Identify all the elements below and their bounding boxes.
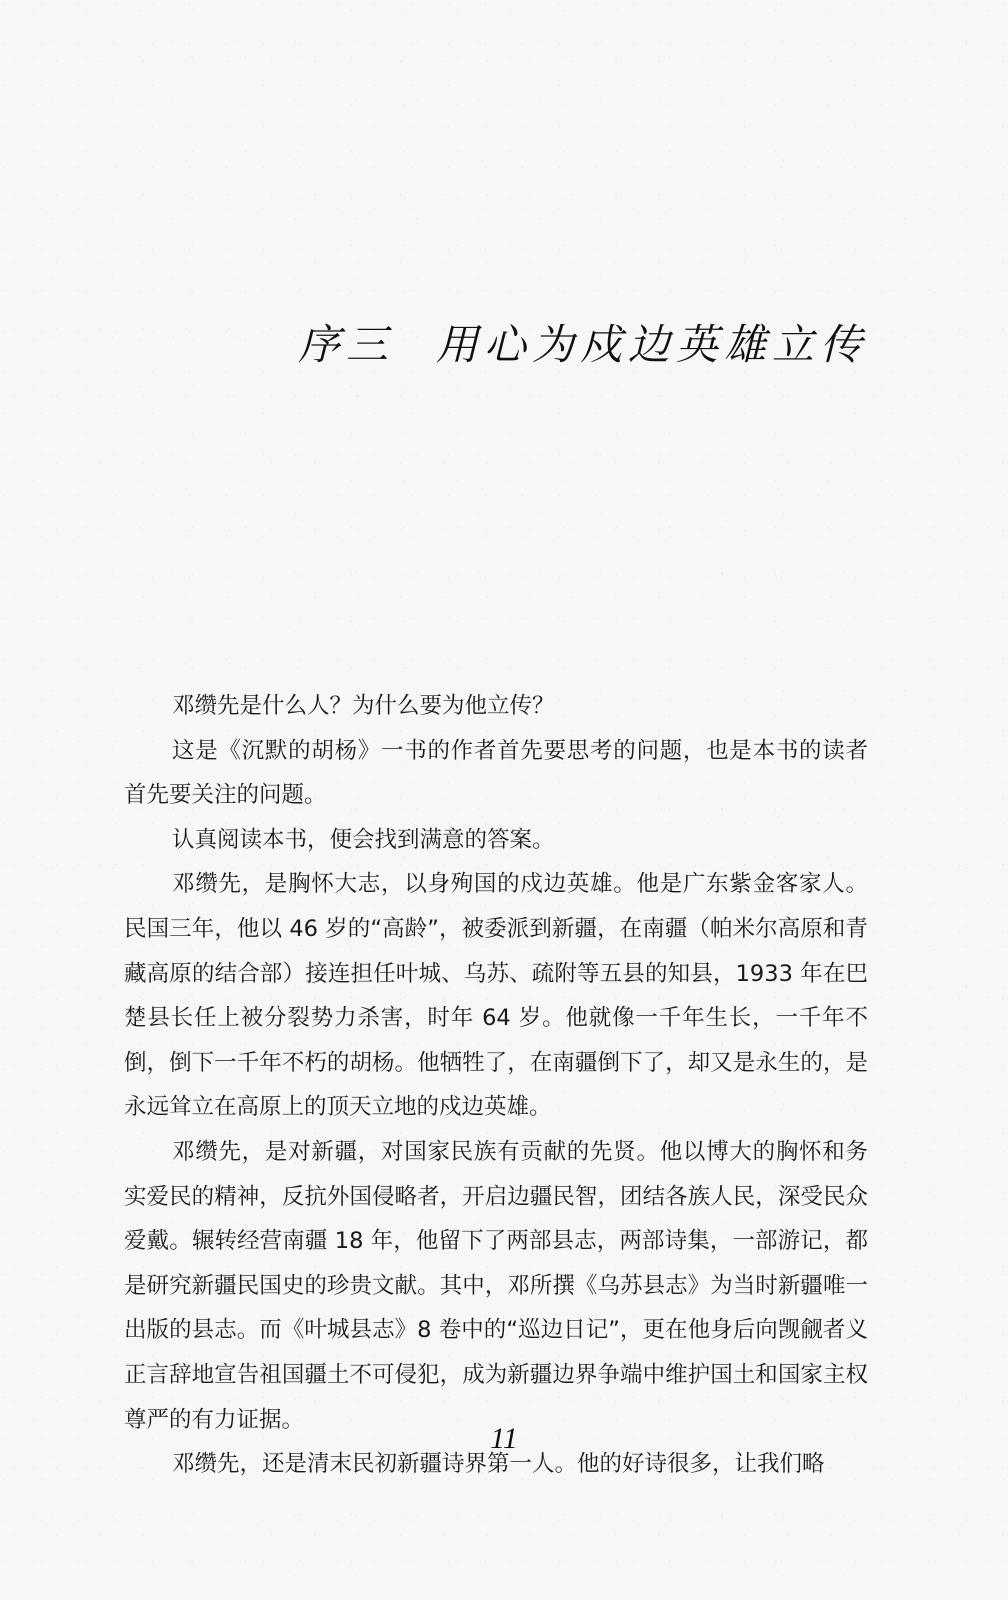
paragraph-5: 邓缵先，是对新疆，对国家民族有贡献的先贤。他以博大的胸怀和务实爱民的精神，反抗外国侵略者，开启边疆民智，团结各族人民，深受民众爱戴。辗转经营南疆 18 年，他留下了两部县志，两部诗集，一部游记，都是研究新疆民国史的珍贵文献。其中，邓所撰《乌苏县志》为当时新疆唯一出版的县志。而《叶城县志》8 卷中的“巡边日记”，更在他身后向觊觎者义正言辞地宣告祖国疆土不可侵犯，成为新疆边界争端中维护国土和国家主权尊严的有力证据。	[124, 1138, 868, 1433]
chapter-title	[298, 312, 868, 372]
paragraph-6: 邓缵先，还是清末民初新疆诗界第一人。他的好诗很多，让我们略	[172, 1451, 825, 1478]
paragraph-2: 这是《沉默的胡杨》一书的作者首先要思考的问题，也是本书的读者首先要关注的问题。	[124, 737, 868, 809]
chapter-heading: 用心为戍边英雄立传	[435, 320, 868, 369]
body-text	[124, 684, 868, 1487]
paragraph-3: 认真阅读本书，便会找到满意的答案。	[172, 826, 555, 853]
paragraph-4: 邓缵先，是胸怀大志，以身殉国的戍边英雄。他是广东紫金客家人。民国三年，他以 46 岁的“高龄”，被委派到新疆，在南疆（帕米尔高原和青藏高原的结合部）接连担任叶城、乌苏、疏附等五县的知县，1933 年在巴楚县长任上被分裂势力杀害，时年 64 岁。他就像一千年生长，一千年不倒，倒下一千年不朽的胡杨。他牺牲了，在南疆倒下了，却又是永生的，是永远耸立在高原上的顶天立地的戍边英雄。	[124, 871, 868, 1121]
paragraph-1: 邓缵先是什么人？为什么要为他立传？	[172, 693, 555, 719]
chapter-label: 序三	[297, 320, 394, 369]
page-number: 11	[490, 1422, 518, 1455]
